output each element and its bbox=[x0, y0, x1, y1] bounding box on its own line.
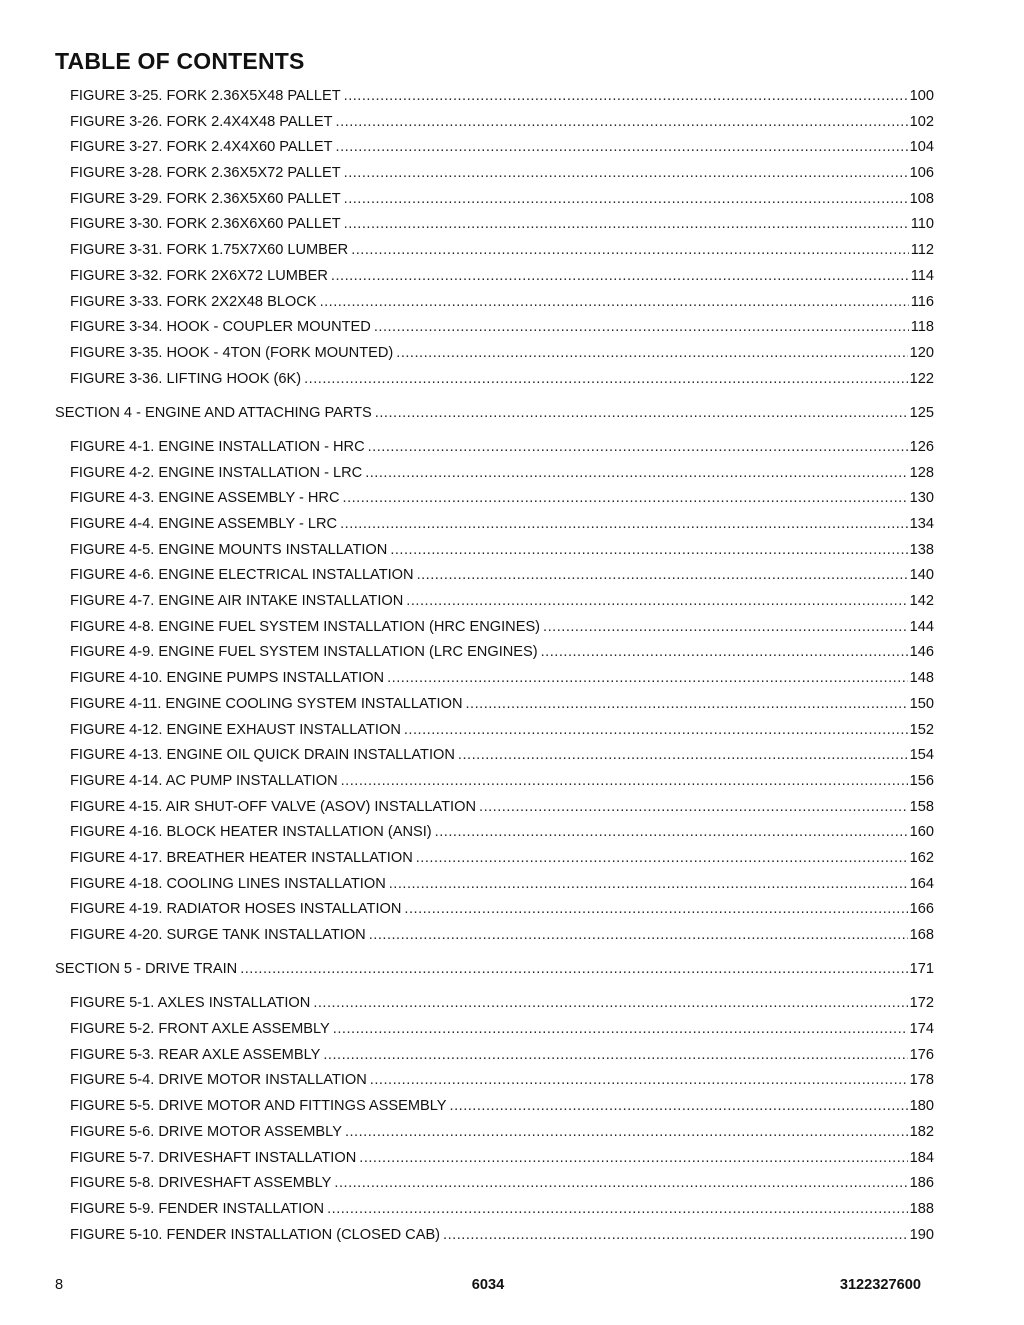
toc-entry-label: FIGURE 4-8. ENGINE FUEL SYSTEM INSTALLATION (HRC ENGINES) bbox=[70, 618, 541, 635]
dot-leader bbox=[341, 773, 908, 789]
dot-leader bbox=[406, 593, 907, 609]
dot-leader bbox=[345, 1124, 908, 1140]
toc-entry-page: 148 bbox=[909, 670, 934, 687]
toc-entry-label: FIGURE 5-7. DRIVESHAFT INSTALLATION bbox=[70, 1149, 357, 1166]
dot-leader bbox=[334, 1175, 907, 1191]
toc-figure-entry[interactable] bbox=[55, 644, 934, 670]
dot-leader bbox=[435, 824, 908, 840]
toc-entry-label: FIGURE 4-11. ENGINE COOLING SYSTEM INSTALLATION bbox=[70, 695, 463, 712]
toc-entry-page: 166 bbox=[909, 901, 934, 918]
toc-entry-page: 122 bbox=[909, 370, 934, 387]
footer-doc-number: 3122327600 bbox=[839, 1277, 921, 1293]
toc-entry-page: 116 bbox=[910, 293, 934, 310]
toc-entry-page: 176 bbox=[909, 1046, 934, 1063]
dot-leader bbox=[333, 1021, 908, 1037]
toc-entry-label: FIGURE 4-1. ENGINE INSTALLATION - HRC bbox=[70, 438, 365, 455]
dot-leader bbox=[344, 165, 908, 181]
dot-leader bbox=[387, 670, 908, 686]
dot-leader bbox=[370, 1072, 908, 1088]
toc-entry-page: 146 bbox=[909, 644, 934, 661]
toc-entry-page: 182 bbox=[909, 1123, 934, 1140]
toc-entry-page: 118 bbox=[910, 319, 934, 336]
toc-section-entry[interactable] bbox=[55, 961, 934, 987]
toc-entry-page: 160 bbox=[909, 824, 934, 841]
toc-entry-page: 164 bbox=[909, 875, 934, 892]
toc-entry-page: 184 bbox=[909, 1149, 934, 1166]
toc-entry-label: FIGURE 5-9. FENDER INSTALLATION bbox=[70, 1200, 325, 1217]
toc-entry-label: FIGURE 5-8. DRIVESHAFT ASSEMBLY bbox=[70, 1175, 332, 1192]
dot-leader bbox=[368, 439, 908, 455]
dot-leader bbox=[443, 1227, 908, 1243]
toc-entry-label: FIGURE 4-5. ENGINE MOUNTS INSTALLATION bbox=[70, 541, 388, 558]
toc-figure-entry[interactable] bbox=[55, 1047, 934, 1073]
toc-entry-label: FIGURE 3-36. LIFTING HOOK (6K) bbox=[70, 370, 302, 387]
footer-page-number: 8 bbox=[55, 1277, 64, 1293]
footer-model: 6034 bbox=[471, 1277, 505, 1293]
dot-leader bbox=[344, 191, 908, 207]
toc-section-entry[interactable] bbox=[55, 405, 934, 431]
toc-figure-entry[interactable] bbox=[55, 1175, 934, 1201]
toc-entry-label: FIGURE 4-7. ENGINE AIR INTAKE INSTALLATION bbox=[70, 593, 404, 610]
dot-leader bbox=[417, 567, 908, 583]
toc-figure-entry[interactable] bbox=[55, 567, 934, 593]
toc-entry-label: FIGURE 5-6. DRIVE MOTOR ASSEMBLY bbox=[70, 1123, 342, 1140]
dot-leader bbox=[369, 927, 908, 943]
toc-entry-page: 156 bbox=[909, 772, 934, 789]
toc-figure-entry[interactable] bbox=[55, 242, 934, 268]
toc-figure-entry[interactable] bbox=[55, 268, 934, 294]
toc-entry-label: FIGURE 3-30. FORK 2.36X6X60 PALLET bbox=[70, 216, 341, 233]
toc-entry-page: 152 bbox=[909, 721, 934, 738]
toc-entry-page: 140 bbox=[909, 567, 934, 584]
toc-entry-page: 162 bbox=[909, 849, 934, 866]
toc-figure-entry[interactable] bbox=[55, 799, 934, 825]
dot-leader bbox=[374, 319, 909, 335]
toc-entry-page: 180 bbox=[909, 1098, 934, 1115]
toc-entry-page: 108 bbox=[909, 190, 934, 207]
dot-leader bbox=[327, 1201, 908, 1217]
toc-entry-label: FIGURE 3-35. HOOK - 4TON (FORK MOUNTED) bbox=[70, 344, 394, 361]
toc-entry-page: 171 bbox=[909, 961, 934, 978]
toc-figure-entry[interactable] bbox=[55, 995, 934, 1021]
toc-entry-label: FIGURE 4-17. BREATHER HEATER INSTALLATION bbox=[70, 849, 413, 866]
toc-figure-entry[interactable] bbox=[55, 191, 934, 217]
dot-leader bbox=[323, 1047, 907, 1063]
toc-figure-entry[interactable] bbox=[55, 901, 934, 927]
dot-leader bbox=[541, 644, 908, 660]
toc-figure-entry[interactable] bbox=[55, 1072, 934, 1098]
toc-entry-label: FIGURE 4-19. RADIATOR HOSES INSTALLATION bbox=[70, 901, 402, 918]
toc-figure-entry[interactable] bbox=[55, 696, 934, 722]
dot-leader bbox=[465, 696, 907, 712]
toc-figure-entry[interactable] bbox=[55, 593, 934, 619]
toc-entry-label: FIGURE 5-1. AXLES INSTALLATION bbox=[70, 995, 311, 1012]
toc-figure-entry[interactable] bbox=[55, 1021, 934, 1047]
toc-entry-page: 142 bbox=[909, 593, 934, 610]
toc-entry-label: FIGURE 5-5. DRIVE MOTOR AND FITTINGS ASSEMBLY bbox=[70, 1098, 447, 1115]
toc-figure-entry[interactable] bbox=[55, 1150, 934, 1176]
toc-entry-page: 100 bbox=[909, 88, 934, 104]
toc-entry-label: FIGURE 3-33. FORK 2X2X48 BLOCK bbox=[70, 293, 317, 310]
toc-entry-label: FIGURE 3-34. HOOK - COUPLER MOUNTED bbox=[70, 319, 371, 336]
toc-figure-entry[interactable] bbox=[55, 294, 934, 320]
dot-leader bbox=[359, 1150, 907, 1166]
dot-leader bbox=[389, 876, 908, 892]
toc-figure-entry[interactable] bbox=[55, 619, 934, 645]
toc-entry-page: 144 bbox=[909, 618, 934, 635]
toc-entry-label: FIGURE 4-20. SURGE TANK INSTALLATION bbox=[70, 927, 366, 943]
toc-entry-label: FIGURE 4-15. AIR SHUT-OFF VALVE (ASOV) INSTALLATION bbox=[70, 798, 477, 815]
toc-entry-page: 168 bbox=[909, 927, 934, 943]
toc-entry-label: FIGURE 5-3. REAR AXLE ASSEMBLY bbox=[70, 1046, 321, 1063]
toc-figure-entry[interactable] bbox=[55, 1098, 934, 1124]
toc-entry-label: FIGURE 3-29. FORK 2.36X5X60 PALLET bbox=[70, 190, 341, 207]
toc-entry-page: 125 bbox=[909, 404, 934, 421]
toc-entry-page: 138 bbox=[909, 541, 934, 558]
dot-leader bbox=[331, 268, 909, 284]
dot-leader bbox=[543, 619, 908, 635]
toc-list bbox=[55, 88, 934, 1252]
toc-entry-label: FIGURE 4-9. ENGINE FUEL SYSTEM INSTALLATION (LRC ENGINES) bbox=[70, 644, 538, 661]
toc-entry-page: 114 bbox=[910, 267, 934, 284]
toc-entry-page: 106 bbox=[909, 165, 934, 182]
toc-figure-entry[interactable] bbox=[55, 114, 934, 140]
dot-leader bbox=[304, 371, 908, 387]
toc-figure-entry[interactable] bbox=[55, 1201, 934, 1227]
dot-leader bbox=[351, 242, 909, 258]
dot-leader bbox=[365, 465, 907, 481]
toc-entry-page: 128 bbox=[909, 464, 934, 481]
toc-entry-label: FIGURE 5-10. FENDER INSTALLATION (CLOSED CAB) bbox=[70, 1226, 441, 1243]
toc-entry-label: FIGURE 3-31. FORK 1.75X7X60 LUMBER bbox=[70, 242, 349, 259]
page-footer bbox=[55, 1277, 921, 1297]
toc-entry-page: 172 bbox=[909, 995, 934, 1012]
toc-entry-page: 150 bbox=[909, 695, 934, 712]
toc-entry-page: 190 bbox=[909, 1226, 934, 1243]
toc-entry-label: FIGURE 4-4. ENGINE ASSEMBLY - LRC bbox=[70, 516, 338, 532]
toc-figure-entry[interactable] bbox=[55, 88, 934, 114]
toc-figure-entry[interactable] bbox=[55, 345, 934, 371]
toc-entry-page: 110 bbox=[910, 216, 934, 233]
toc-figure-entry[interactable] bbox=[55, 876, 934, 902]
toc-figure-entry[interactable] bbox=[55, 850, 934, 876]
toc-entry-label: FIGURE 5-2. FRONT AXLE ASSEMBLY bbox=[70, 1021, 330, 1038]
toc-entry-label: FIGURE 4-3. ENGINE ASSEMBLY - HRC bbox=[70, 490, 340, 507]
toc-entry-page: 158 bbox=[909, 798, 934, 815]
dot-leader bbox=[313, 995, 907, 1011]
dot-leader bbox=[240, 961, 907, 977]
dot-leader bbox=[343, 490, 908, 506]
toc-entry-label: FIGURE 4-14. AC PUMP INSTALLATION bbox=[70, 772, 338, 789]
toc-figure-entry[interactable] bbox=[55, 927, 934, 953]
toc-figure-entry[interactable] bbox=[55, 490, 934, 516]
toc-figure-entry[interactable] bbox=[55, 1227, 934, 1253]
toc-entry-label: SECTION 4 - ENGINE AND ATTACHING PARTS bbox=[55, 404, 372, 421]
toc-figure-entry[interactable] bbox=[55, 216, 934, 242]
toc-figure-entry[interactable] bbox=[55, 773, 934, 799]
toc-figure-entry[interactable] bbox=[55, 747, 934, 773]
toc-figure-entry[interactable] bbox=[55, 319, 934, 345]
toc-entry-page: 174 bbox=[909, 1021, 934, 1038]
toc-entry-page: 102 bbox=[909, 113, 934, 130]
toc-entry-page: 154 bbox=[909, 747, 934, 764]
toc-entry-label: FIGURE 5-4. DRIVE MOTOR INSTALLATION bbox=[70, 1072, 367, 1089]
toc-entry-label: FIGURE 4-10. ENGINE PUMPS INSTALLATION bbox=[70, 670, 385, 687]
toc-entry-page: 120 bbox=[909, 344, 934, 361]
toc-entry-page: 186 bbox=[909, 1175, 934, 1192]
toc-entry-page: 188 bbox=[909, 1200, 934, 1217]
dot-leader bbox=[479, 799, 908, 815]
dot-leader bbox=[344, 88, 908, 104]
toc-figure-entry[interactable] bbox=[55, 1124, 934, 1150]
toc-entry-page: 104 bbox=[909, 139, 934, 156]
toc-entry-label: FIGURE 3-32. FORK 2X6X72 LUMBER bbox=[70, 267, 328, 284]
dot-leader bbox=[416, 850, 908, 866]
toc-entry-label: FIGURE 3-25. FORK 2.36X5X48 PALLET bbox=[70, 88, 341, 104]
dot-leader bbox=[404, 722, 908, 738]
toc-figure-entry[interactable] bbox=[55, 824, 934, 850]
dot-leader bbox=[390, 542, 907, 558]
toc-figure-entry[interactable] bbox=[55, 722, 934, 748]
toc-entry-label: FIGURE 4-12. ENGINE EXHAUST INSTALLATION bbox=[70, 721, 401, 738]
page-title: TABLE OF CONTENTS bbox=[55, 48, 305, 74]
toc-entry-label: FIGURE 4-6. ENGINE ELECTRICAL INSTALLATION bbox=[70, 567, 414, 584]
toc-entry-page: 112 bbox=[910, 242, 934, 259]
toc-entry-page: 126 bbox=[909, 438, 934, 455]
toc-entry-label: FIGURE 4-2. ENGINE INSTALLATION - LRC bbox=[70, 464, 363, 481]
dot-leader bbox=[458, 747, 908, 763]
toc-figure-entry[interactable] bbox=[55, 439, 934, 465]
toc-entry-label: FIGURE 4-13. ENGINE OIL QUICK DRAIN INSTALLATION bbox=[70, 747, 455, 764]
toc-figure-entry[interactable] bbox=[55, 139, 934, 165]
toc-figure-entry[interactable] bbox=[55, 542, 934, 568]
toc-entry-page: 134 bbox=[909, 516, 934, 532]
toc-figure-entry[interactable] bbox=[55, 670, 934, 696]
dot-leader bbox=[320, 294, 909, 310]
toc-entry-label: FIGURE 3-27. FORK 2.4X4X60 PALLET bbox=[70, 139, 333, 156]
toc-entry-page: 178 bbox=[909, 1072, 934, 1089]
toc-figure-entry[interactable] bbox=[55, 465, 934, 491]
dot-leader bbox=[404, 901, 907, 917]
toc-figure-entry[interactable] bbox=[55, 165, 934, 191]
dot-leader bbox=[336, 139, 908, 155]
dot-leader bbox=[450, 1098, 908, 1114]
dot-leader bbox=[340, 516, 908, 532]
toc-entry-page: 130 bbox=[909, 490, 934, 507]
toc-entry-label: FIGURE 4-18. COOLING LINES INSTALLATION bbox=[70, 875, 386, 892]
dot-leader bbox=[375, 405, 908, 421]
dot-leader bbox=[344, 216, 909, 232]
dot-leader bbox=[336, 114, 908, 130]
toc-entry-label: FIGURE 3-26. FORK 2.4X4X48 PALLET bbox=[70, 113, 333, 130]
dot-leader bbox=[396, 345, 907, 361]
toc-entry-label: SECTION 5 - DRIVE TRAIN bbox=[55, 961, 238, 978]
toc-figure-entry[interactable] bbox=[55, 371, 934, 397]
toc-entry-label: FIGURE 4-16. BLOCK HEATER INSTALLATION (ANSI) bbox=[70, 824, 432, 841]
toc-entry-label: FIGURE 3-28. FORK 2.36X5X72 PALLET bbox=[70, 165, 341, 182]
toc-figure-entry[interactable] bbox=[55, 516, 934, 542]
